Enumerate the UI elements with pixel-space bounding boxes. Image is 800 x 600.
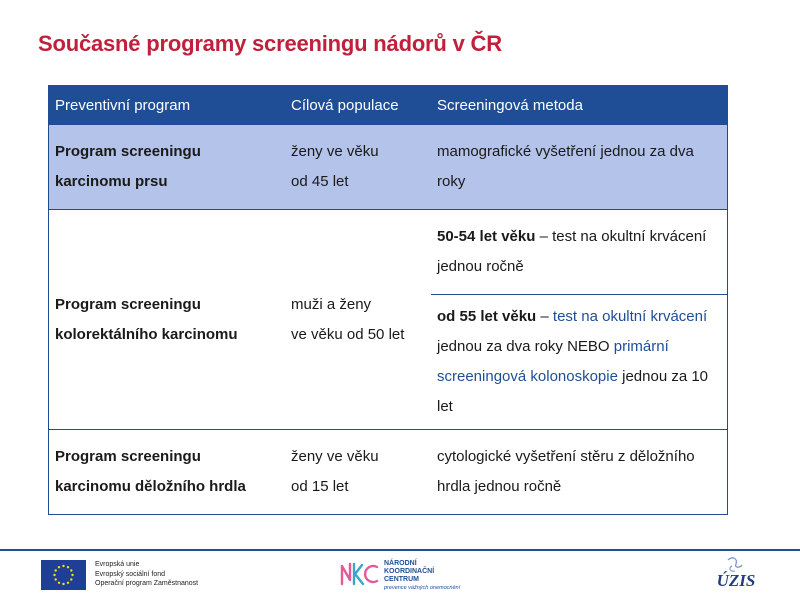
program-line: kolorektálního karcinomu bbox=[55, 325, 238, 343]
method-age-range: 50-54 let věku bbox=[437, 228, 536, 245]
program-cell bbox=[49, 210, 286, 430]
eu-flag-icon bbox=[41, 560, 86, 590]
method-link-occult-test[interactable]: test na okultní krvácení bbox=[552, 308, 708, 325]
method-age-range: od 55 let věku bbox=[437, 308, 537, 325]
method-link-colonoscopy[interactable]: primární screeningová kolonoskopie bbox=[437, 338, 669, 385]
eu-funding-text bbox=[95, 560, 198, 589]
population-line: od 45 let bbox=[291, 173, 349, 190]
program-line: Program screeningu bbox=[55, 295, 201, 313]
page-title: Současné programy screeningu nádorů v ČR bbox=[38, 31, 502, 56]
nkc-line: CENTRUM bbox=[384, 576, 419, 583]
uzis-logo-icon bbox=[708, 556, 764, 592]
header-population: Cílová populace bbox=[285, 85, 431, 125]
eu-line: Operační program Zaměstnanost bbox=[95, 580, 199, 587]
population-line: muži a ženy bbox=[291, 295, 372, 313]
population-line: ve věku od 50 let bbox=[291, 325, 405, 343]
program-line: Program screeningu bbox=[55, 448, 201, 465]
method-text: jednou za dva roky NEBO bbox=[437, 338, 614, 355]
program-cell bbox=[49, 125, 286, 210]
program-line: karcinomu děložního hrdla bbox=[55, 478, 246, 495]
method-cell: cytologické vyšetření stěru z děložního hrdla jednou ročně bbox=[431, 430, 728, 515]
population-cell bbox=[285, 210, 431, 430]
nkc-text bbox=[384, 560, 460, 592]
nkc-logo-icon bbox=[340, 560, 380, 588]
uzis-wordmark: ÚZIS bbox=[716, 571, 756, 590]
footer-divider bbox=[0, 549, 800, 551]
method-text: – bbox=[536, 308, 553, 325]
population-line: od 15 let bbox=[291, 478, 349, 495]
eu-line: Evropská unie bbox=[95, 561, 140, 568]
method-cell-age-55 bbox=[431, 295, 728, 430]
method-cell: mamografické vyšetření jednou za dva roky bbox=[431, 125, 728, 210]
table-row-colorectal bbox=[49, 210, 728, 295]
table-header-row bbox=[49, 85, 728, 125]
nkc-subtitle: prevence vážných onemocnění bbox=[384, 585, 461, 591]
population-cell bbox=[285, 430, 431, 515]
program-cell bbox=[49, 430, 286, 515]
eu-line: Evropský sociální fond bbox=[95, 570, 166, 578]
nkc-line: KOORDINAČNÍ bbox=[384, 568, 435, 575]
program-line: karcinomu prsu bbox=[55, 173, 168, 190]
table-row-breast bbox=[49, 125, 728, 210]
population-line: ženy ve věku bbox=[291, 448, 379, 465]
header-method: Screeningová metoda bbox=[431, 85, 728, 125]
population-cell bbox=[285, 125, 431, 210]
population-line: ženy ve věku bbox=[291, 143, 379, 160]
screening-table bbox=[48, 85, 728, 515]
nkc-line: NÁRODNÍ bbox=[384, 560, 417, 567]
method-text: – test na okultní krvácení jednou ročně bbox=[437, 228, 707, 275]
program-line: Program screeningu bbox=[55, 143, 201, 160]
method-text: jednou za 10 let bbox=[437, 368, 709, 415]
table-row-cervix bbox=[49, 430, 728, 515]
header-program: Preventivní program bbox=[49, 85, 286, 125]
method-cell-age-50-54 bbox=[431, 210, 728, 295]
